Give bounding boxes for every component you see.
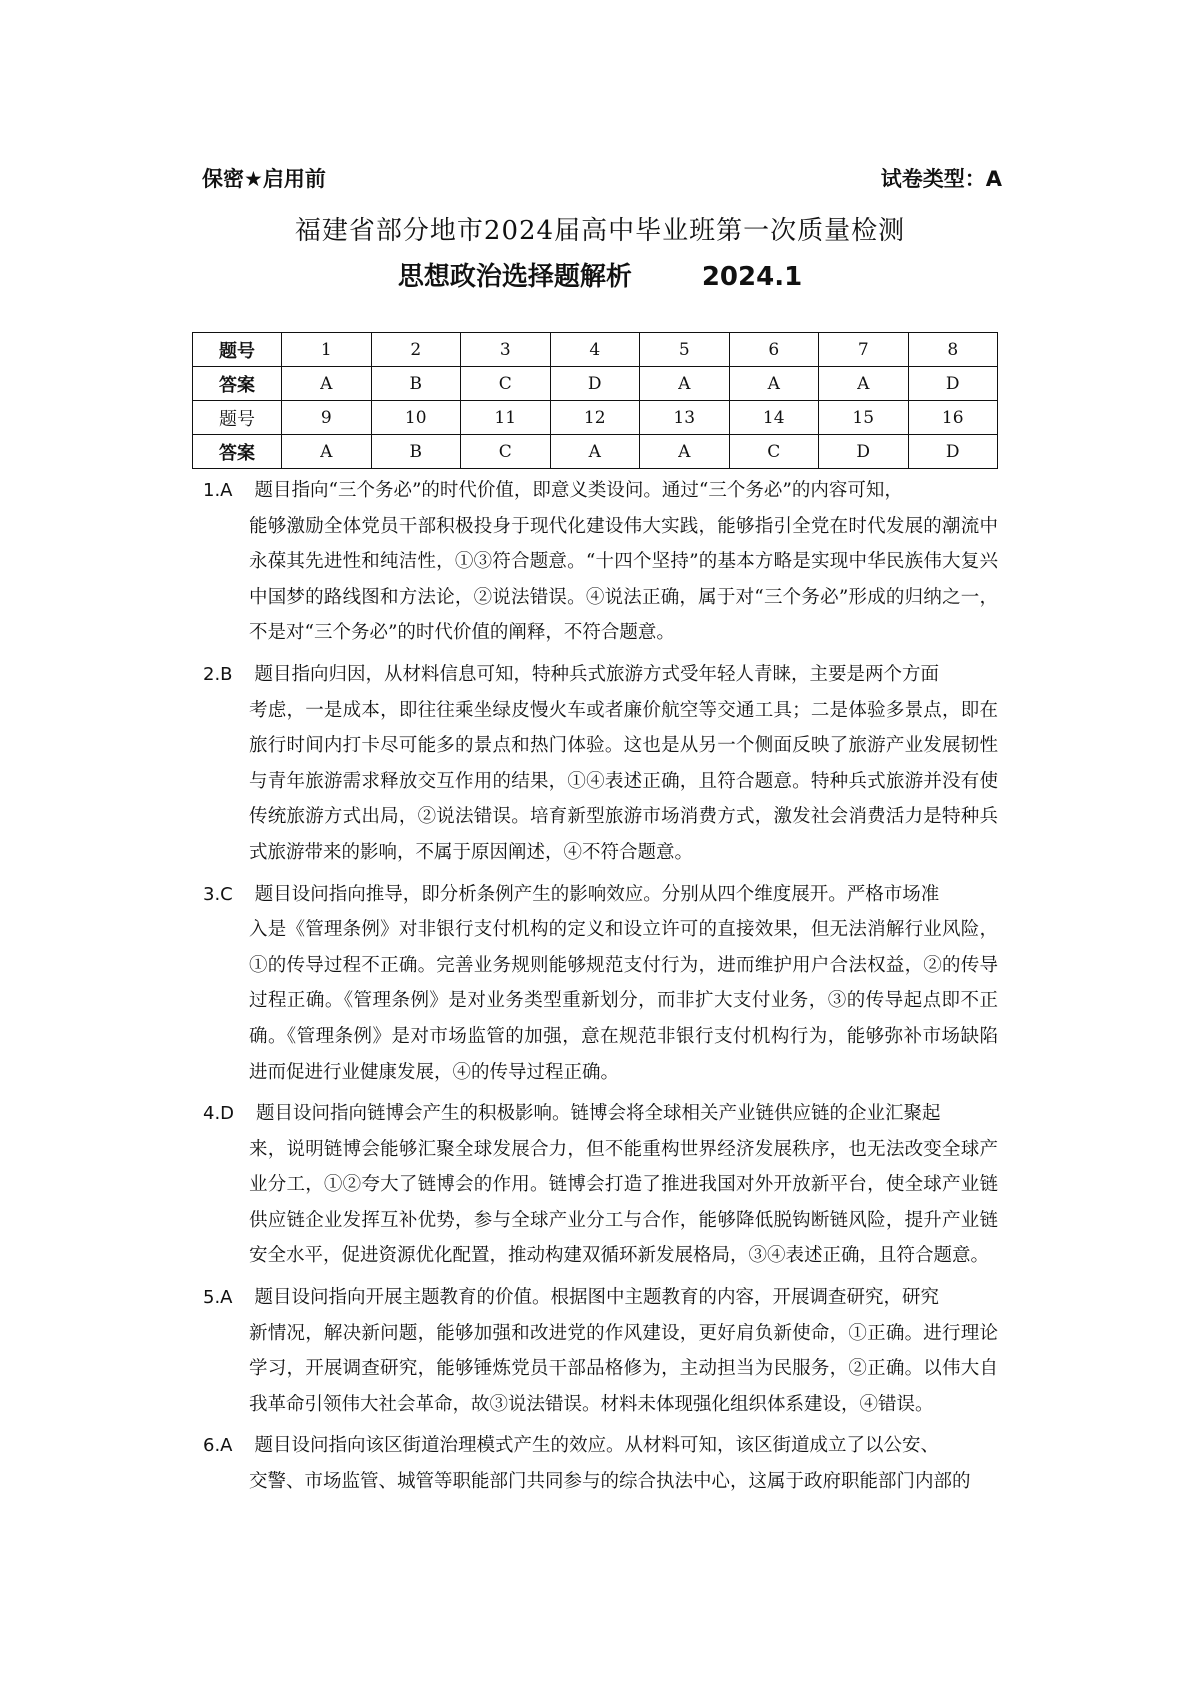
answer-table [192, 332, 998, 469]
row-label: 题号 [193, 401, 282, 435]
question-number: 7 [819, 333, 909, 367]
explanation-item [203, 877, 998, 1091]
explanation-text: 能够激励全体党员干部积极投身于现代化建设伟大实践，能够指引全党在时代发展的潮流中永葆其先进性和纯洁性，①③符合题意。“十四个坚持”的基本方略是实现中华民族伟大复兴中国梦的路线图和方法论，②说法错误。④说法正确，属于对“三个务必”形成的归纳之一，不是对“三个务必”的时代价值的阐释，不符合题意。 [249, 515, 998, 644]
question-number: 2 [371, 333, 461, 367]
answer-cell: D [550, 367, 640, 401]
table-row [193, 435, 998, 469]
explanations [203, 473, 998, 1506]
question-number: 5 [640, 333, 730, 367]
answer-cell: D [819, 435, 909, 469]
answer-cell: A [819, 367, 909, 401]
answer-cell: B [371, 435, 461, 469]
explanation-item [203, 657, 998, 871]
answer-cell: A [282, 435, 372, 469]
explanation-item [203, 1428, 998, 1499]
question-number: 13 [640, 401, 730, 435]
question-number: 6 [729, 333, 819, 367]
row-label: 答案 [193, 367, 282, 401]
row-label: 答案 [193, 435, 282, 469]
answer-cell: A [640, 435, 730, 469]
answer-cell: A [550, 435, 640, 469]
paper-type-label: 试卷类型：A [880, 167, 1002, 191]
explanation-number: 1.A [203, 480, 233, 501]
explanation-item [203, 1280, 998, 1422]
row-label: 题号 [193, 333, 282, 367]
answer-cell: A [640, 367, 730, 401]
explanation-number: 5.A [203, 1287, 233, 1309]
answer-cell: C [461, 367, 551, 401]
question-number: 15 [819, 401, 909, 435]
explanation-first-line: 题目设问指向链博会产生的积极影响。链博会将全球相关产业链供应链的企业汇聚起 [256, 1103, 941, 1125]
question-number: 9 [282, 401, 372, 435]
document-title: 福建省部分地市2024届高中毕业班第一次质量检测 [294, 216, 906, 246]
explanation-number: 4.D [203, 1103, 235, 1125]
answer-cell: D [908, 435, 998, 469]
explanation-item [203, 1096, 998, 1274]
explanation-item [203, 473, 998, 651]
question-number: 14 [729, 401, 819, 435]
answer-cell: B [371, 367, 461, 401]
explanation-first-line: 题目设问指向推导，即分析条例产生的影响效应。分别从四个维度展开。严格市场准 [254, 883, 940, 905]
question-number: 12 [550, 401, 640, 435]
question-number: 8 [908, 333, 998, 367]
table-row [193, 367, 998, 401]
answer-cell: C [461, 435, 551, 469]
explanation-text: 来，说明链博会能够汇聚全球发展合力，但不能重构世界经济发展秩序，也无法改变全球产业分工，①②夸大了链博会的作用。链博会打造了推进我国对外开放新平台，使全球产业链供应链企业发挥互补优势，参与全球产业分工与合作，能够降低脱钩断链风险，提升产业链安全水平，促进资源优化配置，推动构建双循环新发展格局，③④表述正确，且符合题意。 [249, 1138, 998, 1267]
explanation-first-line: 题目设问指向开展主题教育的价值。根据图中主题教育的内容，开展调查研究，研究 [254, 1287, 940, 1309]
question-number: 11 [461, 401, 551, 435]
explanation-text: 考虑，一是成本，即往往乘坐绿皮慢火车或者廉价航空等交通工具；二是体验多景点，即在旅行时间内打卡尽可能多的景点和热门体验。这也是从另一个侧面反映了旅游产业发展韧性与青年旅游需求释放交互作用的结果，①④表述正确，且符合题意。特种兵式旅游并没有使传统旅游方式出局，②说法错误。培育新型旅游市场消费方式，激发社会消费活力是特种兵式旅游带来的影响，不属于原因阐述，④不符合题意。 [249, 699, 998, 863]
answer-cell: D [908, 367, 998, 401]
question-number: 16 [908, 401, 998, 435]
table-row [193, 333, 998, 367]
answer-cell: A [282, 367, 372, 401]
explanation-text: 入是《管理条例》对非银行支付机构的定义和设立许可的直接效果，但无法消解行业风险，①的传导过程不正确。完善业务规则能够规范支付行为，进而维护用户合法权益，②的传导过程正确。《管理条例》是对业务类型重新划分，而非扩大支付业务，③的传导起点即不正确。《管理条例》是对市场监管的加强，意在规范非银行支付机构行为，能够弥补市场缺陷进而促进行业健康发展，④的传导过程正确。 [249, 919, 998, 1083]
table-row [193, 401, 998, 435]
document-subtitle [0, 256, 1200, 293]
answer-cell: C [729, 435, 819, 469]
answer-cell: A [729, 367, 819, 401]
confidential-label: 保密★启用前 [202, 167, 326, 191]
question-number: 4 [550, 333, 640, 367]
explanation-first-line: 题目设问指向该区街道治理模式产生的效应。从材料可知，该区街道成立了以公安、 [254, 1435, 940, 1457]
explanation-text: 新情况，解决新问题，能够加强和改进党的作风建设，更好肩负新使命，①正确。进行理论学习，开展调查研究，能够锤炼党员干部品格修为，主动担当为民服务，②正确。以伟大自我革命引领伟大社会革命，故③说法错误。材料未体现强化组织体系建设，④错误。 [249, 1322, 998, 1415]
explanation-number: 2.B [203, 663, 233, 685]
explanation-number: 3.C [203, 883, 233, 905]
question-number: 1 [282, 333, 372, 367]
explanation-text: 交警、市场监管、城管等职能部门共同参与的综合执法中心，这属于政府职能部门内部的 [249, 1471, 971, 1493]
question-number: 3 [461, 333, 551, 367]
explanation-first-line: 题目指向“三个务必”的时代价值，即意义类设问。通过“三个务必”的内容可知， [254, 480, 903, 501]
question-number: 10 [371, 401, 461, 435]
subtitle-text: 思想政治选择题解析 [397, 262, 632, 292]
document-date: 2024.1 [701, 262, 803, 292]
explanation-first-line: 题目指向归因，从材料信息可知，特种兵式旅游方式受年轻人青睐，主要是两个方面 [254, 663, 940, 685]
explanation-number: 6.A [203, 1435, 233, 1457]
